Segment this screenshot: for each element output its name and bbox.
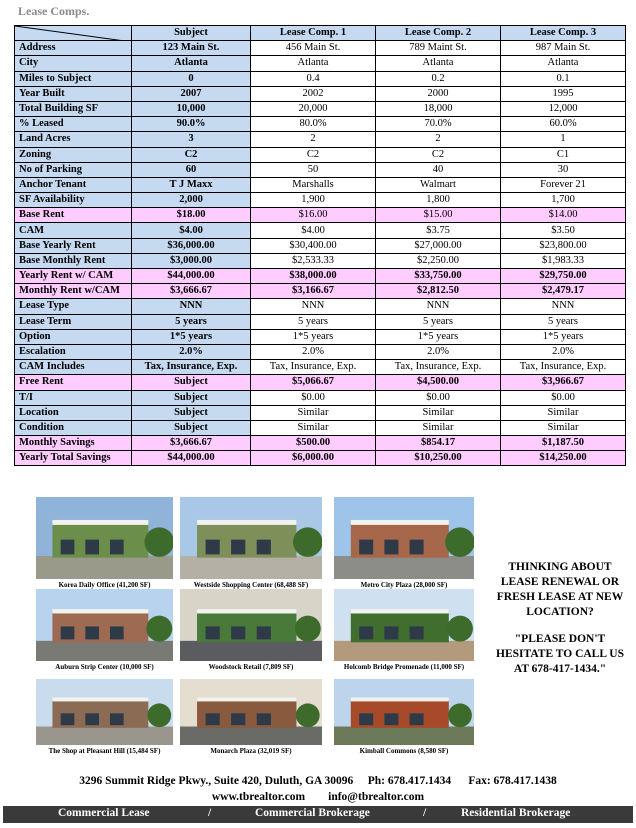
comp-2-cell: $10,250.00 — [376, 451, 501, 466]
subject-cell: 2007 — [132, 86, 251, 101]
comp-1-cell: $38,000.00 — [251, 269, 376, 284]
table-row — [15, 299, 626, 314]
comp-3-cell: 2.0% — [501, 344, 626, 359]
comp-2-cell: NNN — [376, 299, 501, 314]
comp-2-cell: Walmart — [376, 177, 501, 192]
footer-commercial-lease: Commercial Lease — [58, 807, 150, 819]
table-row — [15, 86, 626, 101]
lease-comps-table — [14, 25, 626, 466]
property-photo — [36, 497, 173, 591]
comp-1-cell: Tax, Insurance, Exp. — [251, 360, 376, 375]
subject-cell: Atlanta — [132, 56, 251, 71]
page-title: Lease Comps. — [18, 4, 90, 18]
property-photo — [180, 589, 322, 673]
building-image — [36, 679, 173, 745]
subject-cell: Subject — [132, 405, 251, 420]
row-label: CAM Includes — [15, 360, 132, 375]
table-row — [15, 177, 626, 192]
building-image — [36, 497, 173, 579]
row-label: Lease Term — [15, 314, 132, 329]
subject-cell: Subject — [132, 375, 251, 390]
row-label: Land Acres — [15, 132, 132, 147]
table-row — [15, 314, 626, 329]
comp-1-cell: 456 Main St. — [251, 41, 376, 56]
comp-3-cell: Tax, Insurance, Exp. — [501, 360, 626, 375]
row-label: Condition — [15, 420, 132, 435]
comp-2-cell: $15.00 — [376, 208, 501, 223]
row-label: Monthly Savings — [15, 436, 132, 451]
subject-cell: 0 — [132, 71, 251, 86]
comp-1-cell: 1,900 — [251, 193, 376, 208]
table-row — [15, 56, 626, 71]
property-photo — [334, 679, 474, 757]
table-row — [15, 41, 626, 56]
comp-1-cell: 2.0% — [251, 344, 376, 359]
property-photo — [180, 679, 322, 757]
comp-1-cell: Similar — [251, 405, 376, 420]
subject-cell: 90.0% — [132, 117, 251, 132]
table-row — [15, 451, 626, 466]
table-row — [15, 101, 626, 116]
row-label: Base Yearly Rent — [15, 238, 132, 253]
table-row — [15, 344, 626, 359]
footer-bar — [3, 806, 633, 823]
table-row — [15, 360, 626, 375]
footer-commercial-brokerage: Commercial Brokerage — [255, 807, 370, 819]
photo-caption: Woodstock Retail (7,809 SF) — [208, 663, 294, 671]
comp-1-cell: Similar — [251, 420, 376, 435]
comp-1-cell: $5,066.67 — [251, 375, 376, 390]
table-row — [15, 208, 626, 223]
table-row — [15, 375, 626, 390]
comp-2-cell: $27,000.00 — [376, 238, 501, 253]
comp-3-cell: 1995 — [501, 86, 626, 101]
comp-3-cell: Atlanta — [501, 56, 626, 71]
comp-1-cell: $16.00 — [251, 208, 376, 223]
row-label: No of Parking — [15, 162, 132, 177]
table-row — [15, 405, 626, 420]
row-label: SF Availability — [15, 193, 132, 208]
row-label: Yearly Total Savings — [15, 451, 132, 466]
comp-3-cell: $1,983.33 — [501, 253, 626, 268]
row-label: Lease Type — [15, 299, 132, 314]
comp-3-cell: Similar — [501, 405, 626, 420]
property-photo — [334, 589, 474, 673]
comp-1-cell: $500.00 — [251, 436, 376, 451]
comp-2-cell: C2 — [376, 147, 501, 162]
comp-1-cell: 0.4 — [251, 71, 376, 86]
comp-3-cell: 0.1 — [501, 71, 626, 86]
table-row — [15, 71, 626, 86]
subject-cell: 5 years — [132, 314, 251, 329]
table-row — [15, 238, 626, 253]
subject-cell: 1*5 years — [132, 329, 251, 344]
comp-2-cell: 0.2 — [376, 71, 501, 86]
property-photos — [36, 497, 476, 772]
header-comp-1: Lease Comp. 1 — [251, 26, 376, 41]
row-label: Zoning — [15, 147, 132, 162]
photo-caption: Westside Shopping Center (68,488 SF) — [193, 581, 309, 589]
property-photo — [334, 497, 474, 591]
comp-3-cell: $23,800.00 — [501, 238, 626, 253]
photo-caption: Korea Daily Office (41,200 SF) — [58, 581, 151, 589]
phone-number: Ph: 678.417.1434 — [367, 775, 452, 787]
subject-cell: NNN — [132, 299, 251, 314]
table-row — [15, 117, 626, 132]
comp-2-cell: $4,500.00 — [376, 375, 501, 390]
row-label: Location — [15, 405, 132, 420]
property-photo — [36, 679, 173, 757]
comp-3-cell: 1 — [501, 132, 626, 147]
comp-2-cell: 789 Maint St. — [376, 41, 501, 56]
footer-residential-brokerage: Residential Brokerage — [461, 807, 571, 819]
comp-3-cell: 5 years — [501, 314, 626, 329]
row-label: Yearly Rent w/ CAM — [15, 269, 132, 284]
property-photo — [180, 497, 322, 591]
subject-cell: 2.0% — [132, 344, 251, 359]
photo-caption: Kimball Commons (8,580 SF) — [359, 747, 449, 755]
comp-2-cell: Tax, Insurance, Exp. — [376, 360, 501, 375]
subject-cell: $3,666.67 — [132, 436, 251, 451]
comp-1-cell: $3,166.67 — [251, 284, 376, 299]
row-label: Base Rent — [15, 208, 132, 223]
comp-2-cell: 40 — [376, 162, 501, 177]
comp-2-cell: 18,000 — [376, 101, 501, 116]
call-to-action — [490, 560, 630, 689]
row-label: Base Monthly Rent — [15, 253, 132, 268]
table-header-row — [15, 26, 626, 41]
row-label: Free Rent — [15, 375, 132, 390]
footer-separator-1: / — [208, 807, 212, 819]
comp-3-cell: Similar — [501, 420, 626, 435]
table-row — [15, 253, 626, 268]
row-label: Year Built — [15, 86, 132, 101]
table-row — [15, 436, 626, 451]
subject-cell: 60 — [132, 162, 251, 177]
comp-2-cell: 2000 — [376, 86, 501, 101]
building-image — [180, 679, 322, 745]
row-label: % Leased — [15, 117, 132, 132]
subject-cell: C2 — [132, 147, 251, 162]
table-row — [15, 329, 626, 344]
subject-cell: Subject — [132, 390, 251, 405]
comp-3-cell: $29,750.00 — [501, 269, 626, 284]
office-address: 3296 Summit Ridge Pkwy., Suite 420, Duluth, GA 30096 — [79, 775, 354, 787]
photo-caption: Auburn Strip Center (10,000 SF) — [55, 663, 154, 671]
table-row — [15, 193, 626, 208]
comp-1-cell: 2 — [251, 132, 376, 147]
comp-3-cell: $14.00 — [501, 208, 626, 223]
subject-cell: $18.00 — [132, 208, 251, 223]
comp-2-cell: 2 — [376, 132, 501, 147]
comp-3-cell: $0.00 — [501, 390, 626, 405]
building-image — [36, 589, 173, 661]
photo-caption: Monarch Plaza (32,019 SF) — [210, 747, 292, 755]
photo-caption: The Shop at Pleasant Hill (15,484 SF) — [48, 747, 161, 755]
row-label: Address — [15, 41, 132, 56]
photo-caption: Metro City Plaza (28,000 SF) — [360, 581, 448, 589]
row-label: Total Building SF — [15, 101, 132, 116]
header-corner-cell — [15, 26, 132, 41]
comp-1-cell: NNN — [251, 299, 376, 314]
cta-call: "PLEASE DON'T HESITATE TO CALL US AT 678-417-1434." — [496, 633, 624, 675]
subject-cell: $4.00 — [132, 223, 251, 238]
comp-1-cell: 2002 — [251, 86, 376, 101]
comp-2-cell: 1,800 — [376, 193, 501, 208]
contact-line-1 — [0, 773, 636, 789]
row-label: City — [15, 56, 132, 71]
comp-2-cell: $2,250.00 — [376, 253, 501, 268]
website-link[interactable]: www.tbrealtor.com — [211, 791, 306, 803]
row-label: CAM — [15, 223, 132, 238]
comp-3-cell: 1,700 — [501, 193, 626, 208]
comp-3-cell: 12,000 — [501, 101, 626, 116]
subject-cell: T J Maxx — [132, 177, 251, 192]
photo-caption: Holcomb Bridge Promenade (11,000 SF) — [343, 663, 465, 671]
table-row — [15, 284, 626, 299]
comp-1-cell: $30,400.00 — [251, 238, 376, 253]
row-label: T/I — [15, 390, 132, 405]
comp-1-cell: 50 — [251, 162, 376, 177]
building-image — [180, 589, 322, 661]
comp-1-cell: C2 — [251, 147, 376, 162]
comp-3-cell: 987 Main St. — [501, 41, 626, 56]
comp-2-cell: $33,750.00 — [376, 269, 501, 284]
building-image — [334, 497, 474, 579]
comp-1-cell: 20,000 — [251, 101, 376, 116]
comp-3-cell: 30 — [501, 162, 626, 177]
comp-2-cell: Similar — [376, 405, 501, 420]
footer-separator-2: / — [423, 807, 427, 819]
contact-info — [0, 773, 636, 805]
building-image — [334, 589, 474, 661]
comp-3-cell: $14,250.00 — [501, 451, 626, 466]
comp-3-cell: $2,479.17 — [501, 284, 626, 299]
comp-3-cell: Forever 21 — [501, 177, 626, 192]
email-link[interactable]: info@tbrealtor.com — [328, 791, 425, 803]
subject-cell: 2,000 — [132, 193, 251, 208]
row-label: Miles to Subject — [15, 71, 132, 86]
property-photo — [36, 589, 173, 673]
table-row — [15, 132, 626, 147]
subject-cell: $44,000.00 — [132, 451, 251, 466]
table-row — [15, 420, 626, 435]
comp-2-cell: 5 years — [376, 314, 501, 329]
building-image — [334, 679, 474, 745]
table-row — [15, 223, 626, 238]
row-label: Monthly Rent w/CAM — [15, 284, 132, 299]
comp-3-cell: C1 — [501, 147, 626, 162]
comp-1-cell: $0.00 — [251, 390, 376, 405]
comp-1-cell: $6,000.00 — [251, 451, 376, 466]
subject-cell: 123 Main St. — [132, 41, 251, 56]
fax-number: Fax: 678.417.1438 — [468, 775, 557, 787]
cta-question: THINKING ABOUT LEASE RENEWAL OR FRESH LEASE AT NEW LOCATION? — [496, 561, 624, 618]
table-row — [15, 147, 626, 162]
comp-1-cell: 5 years — [251, 314, 376, 329]
comp-2-cell: $854.17 — [376, 436, 501, 451]
header-comp-3: Lease Comp. 3 — [501, 26, 626, 41]
row-label: Option — [15, 329, 132, 344]
subject-cell: Subject — [132, 420, 251, 435]
comp-3-cell: NNN — [501, 299, 626, 314]
header-subject: Subject — [132, 26, 251, 41]
comp-3-cell: $3,966.67 — [501, 375, 626, 390]
comp-2-cell: $0.00 — [376, 390, 501, 405]
row-label: Escalation — [15, 344, 132, 359]
row-label: Anchor Tenant — [15, 177, 132, 192]
comp-2-cell: $3.75 — [376, 223, 501, 238]
comp-2-cell: 2.0% — [376, 344, 501, 359]
comp-3-cell: 1*5 years — [501, 329, 626, 344]
header-comp-2: Lease Comp. 2 — [376, 26, 501, 41]
comp-2-cell: 1*5 years — [376, 329, 501, 344]
contact-line-2 — [0, 789, 636, 805]
subject-cell: Tax, Insurance, Exp. — [132, 360, 251, 375]
table-row — [15, 390, 626, 405]
subject-cell: 10,000 — [132, 101, 251, 116]
comp-3-cell: $3.50 — [501, 223, 626, 238]
comp-2-cell: Atlanta — [376, 56, 501, 71]
comp-1-cell: 80.0% — [251, 117, 376, 132]
comp-2-cell: $2,812.50 — [376, 284, 501, 299]
subject-cell: $44,000.00 — [132, 269, 251, 284]
comp-3-cell: 60.0% — [501, 117, 626, 132]
comp-1-cell: $4.00 — [251, 223, 376, 238]
comp-1-cell: $2,533.33 — [251, 253, 376, 268]
subject-cell: $36,000.00 — [132, 238, 251, 253]
comp-1-cell: 1*5 years — [251, 329, 376, 344]
subject-cell: $3,666.67 — [132, 284, 251, 299]
table-row — [15, 269, 626, 284]
comp-1-cell: Marshalls — [251, 177, 376, 192]
comp-3-cell: $1,187.50 — [501, 436, 626, 451]
subject-cell: $3,000.00 — [132, 253, 251, 268]
table-row — [15, 162, 626, 177]
comp-2-cell: Similar — [376, 420, 501, 435]
subject-cell: 3 — [132, 132, 251, 147]
comp-2-cell: 70.0% — [376, 117, 501, 132]
building-image — [180, 497, 322, 579]
comp-1-cell: Atlanta — [251, 56, 376, 71]
